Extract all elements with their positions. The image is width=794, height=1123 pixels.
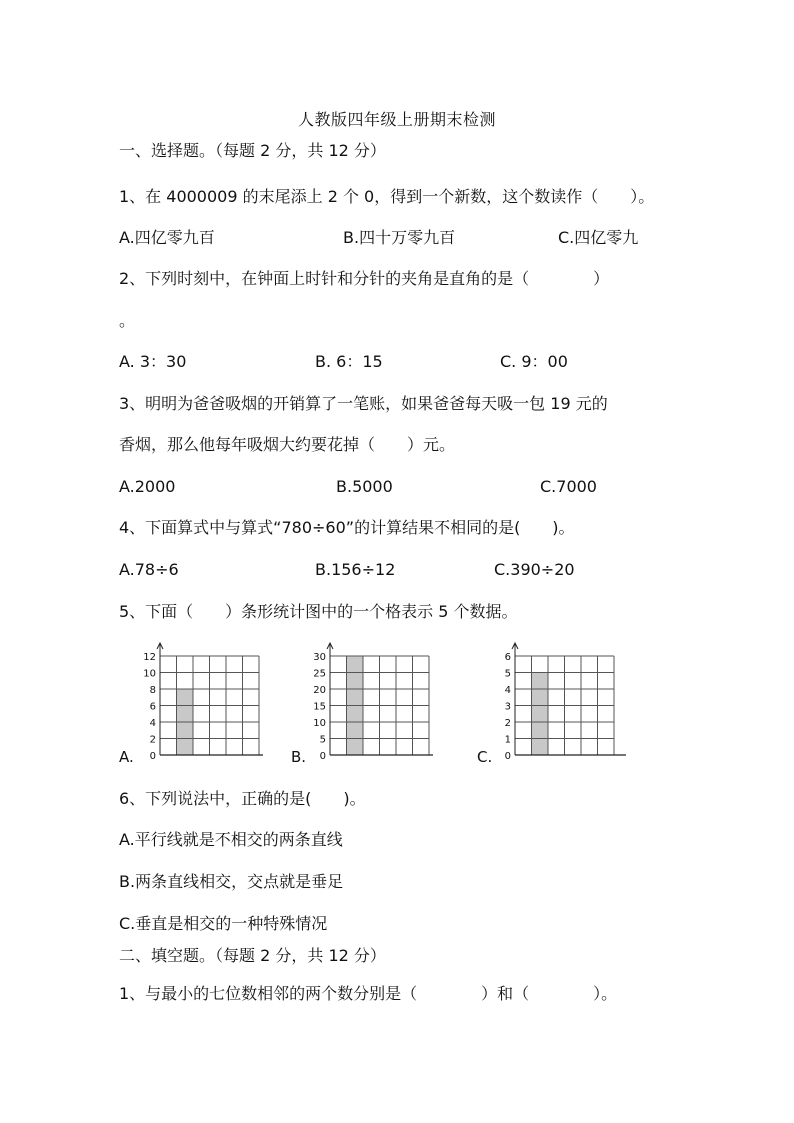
y-tick-label: 6 — [149, 701, 156, 713]
q3-option-c: C.7000 — [540, 477, 597, 496]
y-tick-label: 20 — [313, 685, 326, 696]
y-tick-label: 10 — [313, 718, 326, 729]
y-tick-label: 1 — [504, 734, 511, 746]
y-tick-label: 8 — [149, 685, 156, 696]
q3-stem-line1: 3、明明为爸爸吸烟的开销算了一笔账，如果爸爸每天吸一包 19 元的 — [119, 394, 608, 413]
q3-option-b: B.5000 — [336, 477, 393, 496]
q4-stem: 4、下面算式中与算式“780÷60”的计算结果不相同的是( )。 — [119, 518, 575, 537]
y-tick-label: 4 — [149, 718, 156, 729]
y-tick-label: 15 — [313, 701, 326, 713]
y-tick-label: 2 — [149, 734, 156, 746]
page-title: 人教版四年级上册期末检测 — [297, 110, 496, 129]
q4-option-c: C.390÷20 — [494, 560, 575, 579]
q1-stem: 1、在 4000009 的末尾添上 2 个 0，得到一个新数，这个数读作（ ）。 — [119, 187, 655, 206]
q1-option-a: A.四亿零九百 — [119, 228, 215, 247]
chart-a-label: A. — [119, 748, 134, 766]
q6-stem: 6、下列说法中，正确的是( )。 — [119, 789, 366, 808]
y-tick-label: 4 — [504, 685, 511, 696]
q3-stem-line2: 香烟，那么他每年吸烟大约要花掉（ ）元。 — [119, 435, 456, 454]
section1-heading: 一、选择题。（每题 2 分，共 12 分） — [119, 141, 386, 160]
q4-option-a: A.78÷6 — [119, 560, 179, 579]
y-tick-label: 5 — [504, 668, 511, 680]
y-tick-label: 5 — [319, 734, 326, 746]
q4-option-b: B.156÷12 — [315, 560, 396, 579]
chart-a — [140, 640, 295, 765]
y-tick-label: 2 — [504, 718, 511, 729]
chart-c-svg — [495, 640, 695, 765]
q3-option-a: A.2000 — [119, 477, 176, 496]
chart-b — [310, 640, 465, 765]
q5-stem: 5、下面（ ）条形统计图中的一个格表示 5 个数据。 — [119, 602, 518, 621]
s2-q1-stem: 1、与最小的七位数相邻的两个数分别是（ ）和（ ）。 — [119, 984, 618, 1003]
q1-option-b: B.四十万零九百 — [343, 228, 456, 247]
chart-a-svg — [140, 640, 295, 765]
chart-c-label: C. — [477, 748, 493, 766]
section2-heading: 二、填空题。（每题 2 分，共 12 分） — [119, 946, 386, 965]
bar — [532, 673, 549, 756]
q2-option-c: C. 9：00 — [500, 352, 568, 371]
chart-b-label: B. — [291, 748, 307, 766]
chart-c — [495, 640, 695, 765]
y-tick-label: 3 — [504, 701, 511, 713]
y-tick-label: 30 — [313, 652, 326, 663]
q2-option-b: B. 6：15 — [315, 352, 383, 371]
q6-option-a: A.平行线就是不相交的两条直线 — [119, 830, 343, 849]
q6-option-c: C.垂直是相交的一种特殊情况 — [119, 914, 328, 933]
q6-option-b: B.两条直线相交，交点就是垂足 — [119, 872, 344, 891]
y-tick-label: 0 — [504, 751, 511, 762]
q1-option-c: C.四亿零九 — [558, 228, 639, 247]
y-tick-label: 12 — [143, 652, 156, 663]
y-tick-label: 0 — [319, 751, 326, 762]
y-tick-label: 6 — [504, 652, 511, 663]
q2-option-a: A. 3：30 — [119, 352, 187, 371]
q2-stem: 2、下列时刻中，在钟面上时针和分针的夹角是直角的是（ ） — [119, 269, 610, 288]
q2-stem-tail: 。 — [119, 311, 136, 330]
y-tick-label: 10 — [143, 668, 156, 680]
y-tick-label: 0 — [149, 751, 156, 762]
chart-b-svg — [310, 640, 465, 765]
y-tick-label: 25 — [313, 668, 326, 680]
